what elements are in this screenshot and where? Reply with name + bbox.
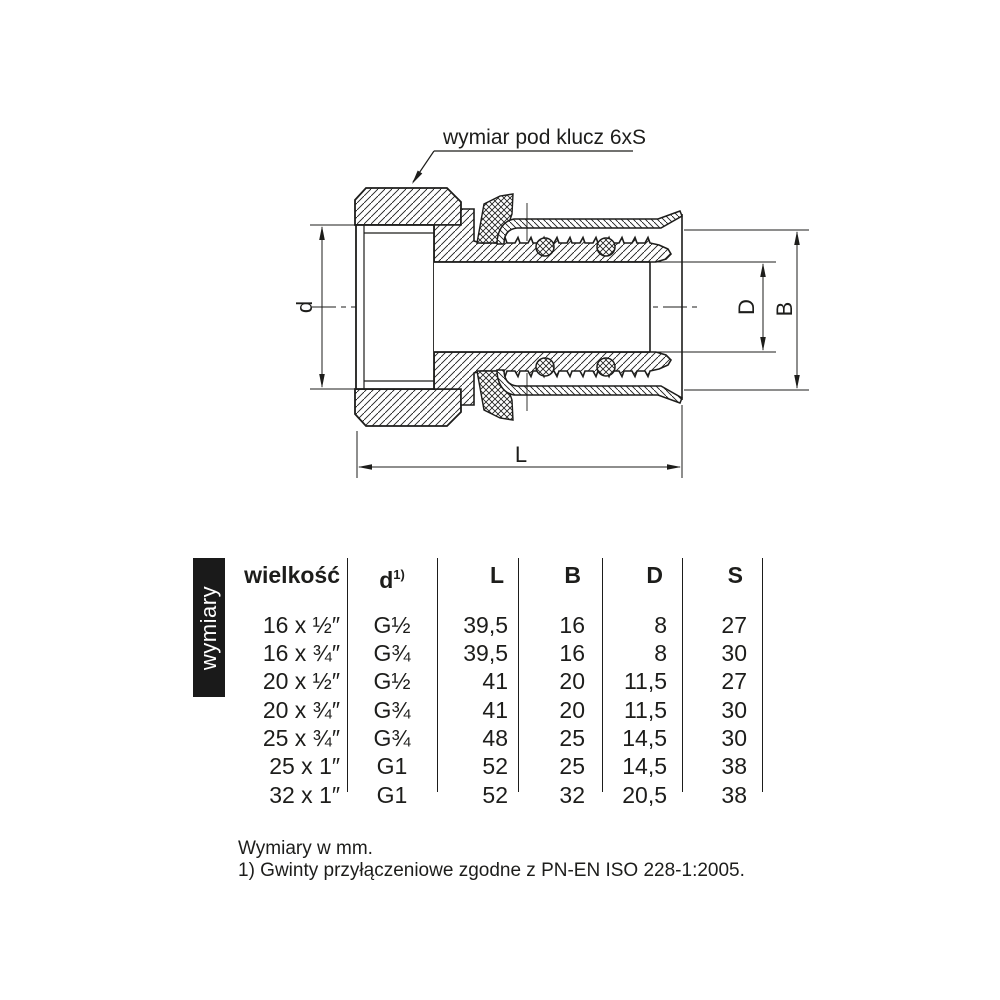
table-row [0,752,1000,781]
dim-label-B: B [771,301,797,317]
cell-B: 20 [559,697,585,723]
cell-thread: G1 [376,782,408,808]
cell-D: 14,5 [622,753,667,779]
cell-L: 52 [482,753,508,779]
table-side-label: wymiary [196,585,222,670]
cell-L: 39,5 [463,612,508,638]
cell-thread: G½ [373,668,411,694]
table-row [0,667,1000,696]
cell-B: 16 [559,640,585,666]
footnotes [238,838,745,882]
cell-size: 16 x ¾″ [262,640,340,666]
table-row [0,611,1000,640]
cell-D: 8 [654,640,667,666]
cell-size: 25 x ¾″ [262,725,340,751]
cell-D: 11,5 [623,697,667,723]
table-row [0,639,1000,668]
cell-D: 11,5 [623,668,667,694]
cell-L: 48 [482,725,508,751]
cell-B: 32 [559,782,585,808]
cell-thread: G½ [373,612,411,638]
cell-L: 52 [482,782,508,808]
header-d: $d^{1)}$ [379,567,405,593]
header-D: D [646,562,663,588]
dim-label-D: D [733,299,759,315]
cell-thread: G1 [376,753,408,779]
units-note: Wymiary w mm. [238,838,373,859]
header-B: B [564,562,581,588]
cell-L: 41 [482,668,508,694]
dim-label-d: d [291,300,317,314]
cell-S: 38 [721,753,747,779]
cell-thread: G¾ [373,640,411,666]
header-L: L [489,562,504,588]
cell-D: 14,5 [622,725,667,751]
cell-B: 20 [559,668,585,694]
cell-B: 16 [559,612,585,638]
header-S: S [727,562,743,588]
cell-L: 39,5 [463,640,508,666]
cell-size: 25 x 1″ [269,753,340,779]
cell-size: 16 x ½″ [262,612,340,638]
cell-S: 27 [721,612,747,638]
cell-S: 30 [721,640,747,666]
table-row [0,696,1000,725]
cell-thread: G¾ [373,725,411,751]
wrench-size-label: wymiar pod klucz 6xS [443,126,647,149]
cell-S: 30 [721,697,747,723]
cell-size: 20 x ¾″ [262,697,340,723]
table-row [0,781,1000,810]
header-d-footnote: 1) [393,567,405,582]
thread-standard-note: 1) Gwinty przyłączeniowe zgodne z PN-EN ISO 228-1:2005. [238,860,745,881]
cell-S: 30 [721,725,747,751]
dim-label-L: L [514,442,528,467]
cell-L: 41 [482,697,508,723]
cell-D: 8 [654,612,667,638]
cell-B: 25 [559,725,585,751]
table-header-row [0,558,1000,592]
cell-size: 20 x ½″ [262,668,340,694]
table-row [0,724,1000,753]
cell-size: 32 x 1″ [269,782,340,808]
cell-D: 20,5 [622,782,667,808]
header-size: wielkość [244,562,340,588]
cell-B: 25 [559,753,585,779]
cell-S: 27 [721,668,747,694]
cell-S: 38 [721,782,747,808]
cell-thread: G¾ [373,697,411,723]
